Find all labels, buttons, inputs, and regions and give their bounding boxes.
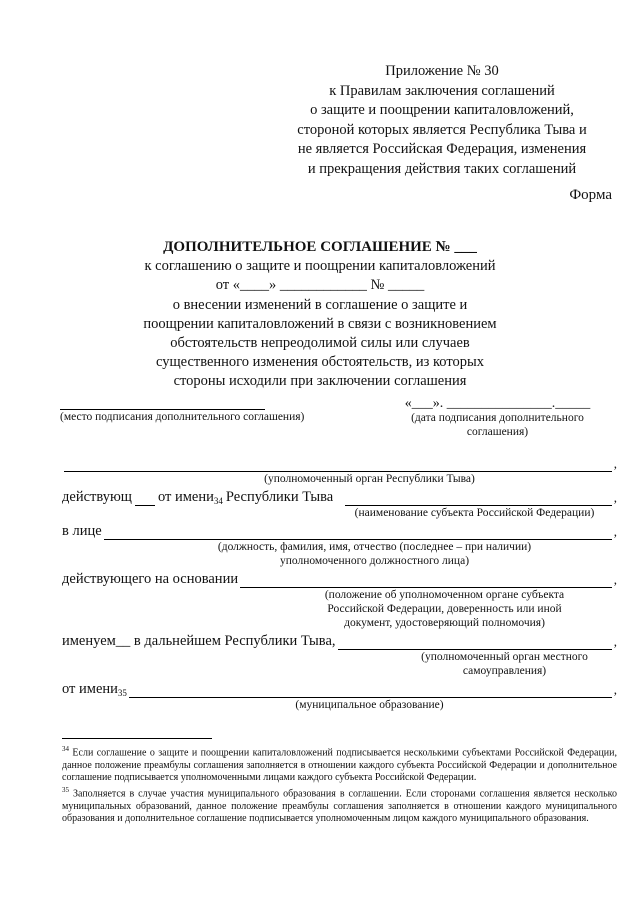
comma: ,	[613, 524, 617, 539]
signing-date-caption: (дата подписания дополнительного	[411, 412, 584, 424]
acting-row	[62, 486, 617, 506]
acting-middle: от имени	[157, 489, 214, 505]
appendix-line: Приложение № 30	[385, 63, 499, 79]
appendix-line: о защите и поощрении капиталовложений,	[310, 102, 574, 118]
title-line: поощрении капиталовложений в связи с возникновением	[143, 315, 497, 332]
title-line: о внесении изменений в соглашение о защите и	[172, 296, 468, 313]
basis-prefix: действующего на основании	[62, 571, 239, 587]
muni-prefix: от имени	[62, 681, 118, 697]
person-caption: уполномоченного должностного лица)	[279, 555, 470, 567]
signing-row	[60, 396, 615, 446]
person-prefix: в лице	[62, 523, 102, 539]
municipality-field[interactable]	[129, 683, 612, 698]
municipality-row	[62, 678, 617, 698]
footnotes	[62, 738, 617, 825]
title-line: от «____» ____________ № _____	[215, 277, 425, 294]
acting-subject: Республики Тыва	[225, 489, 334, 505]
footnote-number: 35	[62, 786, 69, 795]
footnote-number: 34	[62, 745, 69, 753]
subject-field[interactable]	[345, 491, 612, 506]
appendix-line: стороной которых является Республика Тыва и	[297, 121, 587, 138]
title-line: обстоятельств непреодолимой силы или случаев	[170, 335, 470, 352]
signing-place-line[interactable]	[60, 396, 265, 410]
comma: ,	[613, 456, 617, 471]
subject-caption: (наименование субъекта Российской Федерации)	[354, 507, 595, 519]
signing-date-value[interactable]: «___». _______________._____	[404, 396, 591, 411]
form-label: Форма	[569, 187, 612, 203]
title-line: существенного изменения обстоятельств, из которых	[155, 354, 485, 371]
comma: ,	[613, 572, 617, 587]
document-title-block	[60, 238, 580, 392]
footnote-text: Если соглашение о защите и поощрении капиталовложений подписывается несколькими субъектами Российской Федерации, данное положение преамбулы соглашения заполняется в отношении каждого субъекта Российской Федерации и дополнительное соглашение подписывается уполномоченными лицами каждого субъекта Российской Федерации.	[62, 747, 618, 783]
named-prefix: именуем__ в дальнейшем Республики Тыва,	[62, 633, 336, 649]
basis-caption: Российской Федерации, доверенность или иной	[327, 603, 562, 615]
comma: ,	[613, 490, 617, 505]
appendix-header	[272, 62, 612, 179]
footnote-34	[62, 743, 617, 784]
basis-caption: документ, удостоверяющий полномочия)	[344, 617, 545, 629]
local-authority-caption: (уполномоченный орган местного	[421, 651, 588, 663]
basis-field[interactable]	[240, 573, 612, 588]
municipality-caption: (муниципальное образование)	[295, 699, 444, 711]
document-title: ДОПОЛНИТЕЛЬНОЕ СОГЛАШЕНИЕ № ___	[163, 239, 477, 255]
signing-place-caption: (место подписания дополнительного соглашения)	[60, 411, 305, 423]
person-caption: (должность, фамилия, имя, отчество (последнее – при наличии)	[217, 541, 532, 553]
signing-date	[380, 396, 615, 439]
footnote-ref: 34	[213, 496, 223, 506]
signing-place	[60, 396, 350, 424]
comma: ,	[613, 682, 617, 697]
named-row	[62, 630, 617, 650]
appendix-line: не является Российская Федерация, изменения	[297, 141, 587, 157]
footnote-divider	[62, 738, 212, 739]
title-line: к соглашению о защите и поощрении капиталовложений	[144, 258, 496, 275]
person-row	[62, 520, 617, 540]
footnote-text: Заполняется в случае участия муниципального образования в соглашении. Если сторонами соглашения является несколько муниципальных образований, данное положение преамбулы соглашения заполняется в отношении каждого муниципального образования и дополнительное соглашение подписывается уполномоченным лицом каждого муниципального образования.	[62, 788, 617, 825]
authority-caption: (уполномоченный орган Республики Тыва)	[264, 473, 475, 485]
signing-date-caption: соглашения)	[466, 426, 529, 438]
appendix-line: и прекращения действия таких соглашений	[307, 160, 577, 177]
footnote-ref: 35	[117, 688, 127, 698]
parties-form	[62, 452, 617, 712]
acting-prefix: действующ	[62, 489, 132, 505]
person-field[interactable]	[104, 525, 612, 540]
authority-row	[62, 452, 617, 472]
basis-row	[62, 568, 617, 588]
acting-ending-field[interactable]	[135, 493, 155, 506]
basis-caption: (положение об уполномоченном органе субъекта	[324, 589, 565, 601]
local-authority-field[interactable]	[338, 635, 612, 650]
appendix-line: к Правилам заключения соглашений	[329, 82, 555, 99]
local-authority-caption: самоуправления)	[462, 665, 547, 677]
authority-field[interactable]	[64, 457, 612, 472]
footnote-35	[62, 784, 617, 825]
title-line: стороны исходили при заключении соглашения	[173, 373, 467, 390]
comma: ,	[613, 634, 617, 649]
